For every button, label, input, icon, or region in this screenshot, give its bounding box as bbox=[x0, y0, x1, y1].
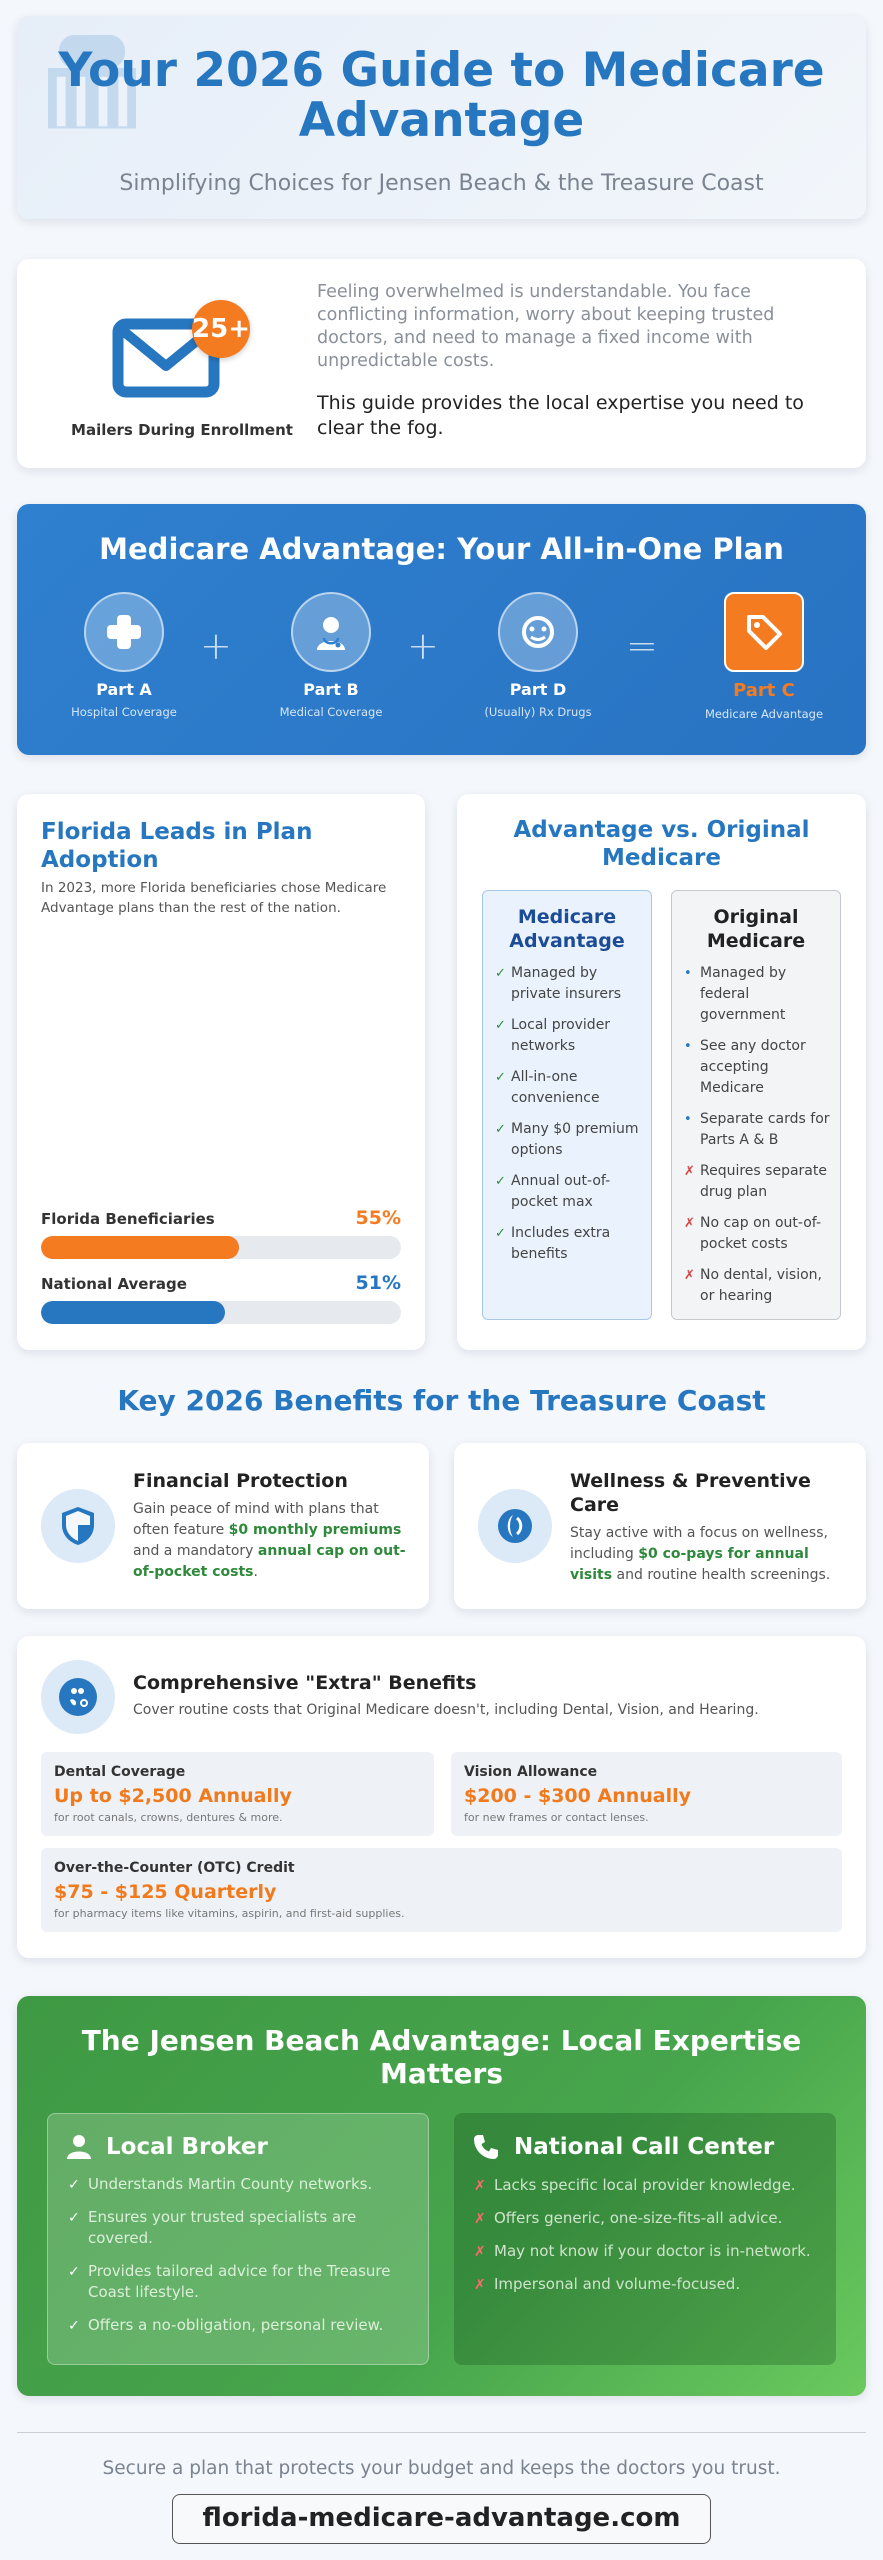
chart-bar-row bbox=[41, 1207, 401, 1259]
list-item bbox=[472, 2208, 818, 2229]
part-c bbox=[689, 592, 839, 721]
part-desc: (Usually) Rx Drugs bbox=[484, 705, 592, 719]
part-b bbox=[256, 592, 406, 719]
benefit-text: Stay active with a focus on wellness, including $0 co-pays for annual visits and routine health screenings. bbox=[570, 1525, 831, 1583]
column-heading: Medicare Advantage bbox=[509, 906, 625, 952]
box-note: for root canals, crowns, dentures & more. bbox=[54, 1811, 283, 1824]
box-label: Over-the-Counter (OTC) Credit bbox=[54, 1860, 295, 1876]
benefit-text: Gain peace of mind with plans that often feature $0 monthly premiums and a mandatory annual cap on out-of-pocket costs. bbox=[133, 1501, 406, 1580]
feature-item bbox=[493, 1015, 641, 1057]
check-icon: ✓ bbox=[68, 2318, 80, 2334]
card-title: Florida Leads in Plan Adoption bbox=[41, 819, 313, 873]
check-icon: ✓ bbox=[68, 2177, 80, 2193]
feature-item bbox=[493, 1223, 641, 1265]
medicare-advantage-column bbox=[482, 890, 652, 1320]
mailers-caption: Mailers During Enrollment bbox=[71, 421, 293, 439]
part-desc: Medicare Advantage bbox=[704, 707, 824, 721]
original-medicare-column bbox=[671, 890, 841, 1320]
person-icon bbox=[66, 2134, 92, 2160]
box-label: Vision Allowance bbox=[464, 1764, 598, 1780]
cross-icon: ✗ bbox=[474, 2244, 486, 2260]
check-icon: ✓ bbox=[495, 1018, 506, 1033]
cross-icon: ✗ bbox=[684, 1268, 695, 1283]
tag-icon bbox=[743, 611, 785, 653]
benefit-heading: Financial Protection bbox=[133, 1470, 348, 1492]
part-name: Part B bbox=[303, 680, 359, 699]
list-item-text: Offers generic, one-size-fits-all advice. bbox=[494, 2209, 783, 2227]
bar-track bbox=[41, 1236, 401, 1259]
local-expertise-panel bbox=[17, 1996, 866, 2396]
feature-item bbox=[493, 1171, 641, 1213]
plus-sign: + bbox=[407, 624, 439, 668]
check-icon: ✓ bbox=[495, 1174, 506, 1189]
list-item bbox=[66, 2174, 410, 2195]
cross-icon: ✗ bbox=[474, 2211, 486, 2227]
check-icon: ✓ bbox=[495, 1226, 506, 1241]
financial-protection-card bbox=[17, 1443, 429, 1609]
benefit-heading: Wellness & Preventive Care bbox=[570, 1470, 811, 1516]
section-title: Key 2026 Benefits for the Treasure Coast bbox=[117, 1384, 766, 1417]
bullet-icon: • bbox=[684, 1039, 692, 1054]
call-center-list bbox=[472, 2175, 818, 2295]
feature-list bbox=[493, 963, 641, 1265]
hospital-cross-icon bbox=[104, 612, 144, 652]
bar-fill bbox=[41, 1236, 239, 1259]
box-value: Up to $2,500 Annually bbox=[54, 1785, 292, 1807]
running-person-icon bbox=[495, 1506, 535, 1546]
comparison-card bbox=[457, 794, 866, 1350]
broker-list bbox=[66, 2174, 410, 2336]
list-item-text: Impersonal and volume-focused. bbox=[494, 2275, 741, 2293]
footer-text: Secure a plan that protects your budget and keeps the doctors you trust. bbox=[102, 2458, 781, 2479]
part-a bbox=[49, 592, 199, 719]
extras-heading: Comprehensive "Extra" Benefits bbox=[133, 1672, 477, 1694]
intro-paragraph: Feeling overwhelmed is understandable. You face conflicting information, worry about keeping trusted doctors, and need to manage a fixed income with unpredictable costs. bbox=[317, 282, 775, 371]
dental-vision-icon bbox=[57, 1676, 99, 1718]
feature-text: Includes extra benefits bbox=[511, 1225, 611, 1262]
check-icon: ✓ bbox=[68, 2264, 80, 2280]
feature-item bbox=[682, 1213, 830, 1255]
plus-sign: + bbox=[200, 624, 232, 668]
bar-label: National Average bbox=[41, 1275, 187, 1293]
chart-bar-row bbox=[41, 1272, 401, 1324]
part-name: Part A bbox=[96, 680, 152, 699]
feature-text: No dental, vision, or hearing bbox=[700, 1267, 822, 1304]
feature-list bbox=[682, 963, 830, 1307]
feature-item bbox=[682, 1161, 830, 1203]
card-description: In 2023, more Florida beneficiaries chose Medicare Advantage plans than the rest of the nation. bbox=[41, 880, 387, 916]
feature-item bbox=[493, 963, 641, 1005]
feature-item bbox=[493, 1119, 641, 1161]
list-item-text: Lacks specific local provider knowledge. bbox=[494, 2176, 796, 2194]
page-title: Your 2026 Guide to Medicare Advantage bbox=[58, 43, 825, 148]
list-item bbox=[66, 2315, 410, 2336]
hero-banner bbox=[17, 16, 866, 219]
florida-adoption-card bbox=[17, 794, 425, 1350]
feature-item bbox=[682, 1109, 830, 1151]
feature-text: Requires separate drug plan bbox=[700, 1163, 827, 1200]
section-title: The Jensen Beach Advantage: Local Expertise Matters bbox=[81, 2024, 802, 2090]
bar-label: Florida Beneficiaries bbox=[41, 1210, 215, 1228]
shield-icon bbox=[59, 1505, 97, 1547]
list-item-text: Offers a no-obligation, personal review. bbox=[88, 2316, 384, 2334]
bar-track bbox=[41, 1301, 401, 1324]
list-item bbox=[66, 2207, 410, 2249]
list-item-text: May not know if your doctor is in-network. bbox=[494, 2242, 811, 2260]
list-item bbox=[66, 2261, 410, 2303]
list-item-text: Provides tailored advice for the Treasure Coast lifestyle. bbox=[88, 2262, 391, 2301]
local-broker-panel bbox=[47, 2113, 429, 2365]
check-icon: ✓ bbox=[495, 1122, 506, 1137]
wellness-card bbox=[454, 1443, 866, 1609]
doctor-icon bbox=[311, 612, 351, 652]
check-icon: ✓ bbox=[495, 1070, 506, 1085]
feature-text: See any doctor accepting Medicare bbox=[700, 1038, 806, 1096]
list-item bbox=[472, 2241, 818, 2262]
extras-description: Cover routine costs that Original Medicare doesn't, including Dental, Vision, and Hearing. bbox=[133, 1702, 759, 1718]
part-d bbox=[463, 592, 613, 719]
column-heading: Original Medicare bbox=[706, 906, 806, 952]
vision-allowance-box bbox=[451, 1752, 842, 1836]
part-name: Part C bbox=[733, 680, 795, 701]
feature-item bbox=[682, 963, 830, 1026]
check-icon: ✓ bbox=[68, 2210, 80, 2226]
cross-icon: ✗ bbox=[684, 1164, 695, 1179]
feature-text: Annual out-of-pocket max bbox=[511, 1173, 611, 1210]
feature-text: No cap on out-of-pocket costs bbox=[700, 1215, 822, 1252]
otc-credit-box bbox=[41, 1848, 842, 1932]
equals-sign: = bbox=[626, 624, 658, 668]
bar-value-label: 51% bbox=[355, 1272, 401, 1294]
list-item bbox=[472, 2175, 818, 2196]
bullet-icon: • bbox=[684, 1112, 692, 1127]
bullet-icon: • bbox=[684, 966, 692, 981]
box-label: Dental Coverage bbox=[54, 1764, 186, 1780]
mailer-count-badge: 25+ bbox=[192, 300, 250, 358]
part-desc: Medical Coverage bbox=[279, 705, 383, 719]
list-item-text: Understands Martin County networks. bbox=[88, 2175, 373, 2193]
cross-icon: ✗ bbox=[474, 2178, 486, 2194]
extra-benefits-card bbox=[17, 1636, 866, 1958]
mailers-graphic bbox=[112, 284, 252, 404]
website-link[interactable]: florida-medicare-advantage.com bbox=[172, 2494, 711, 2544]
intro-paragraph-emphasis: This guide provides the local expertise you need to clear the fog. bbox=[317, 392, 804, 439]
call-center-panel bbox=[454, 2113, 836, 2365]
feature-item bbox=[493, 1067, 641, 1109]
check-icon: ✓ bbox=[495, 966, 506, 981]
bar-value-label: 55% bbox=[355, 1207, 401, 1229]
feature-text: Managed by private insurers bbox=[511, 965, 621, 1002]
box-value: $75 - $125 Quarterly bbox=[54, 1881, 277, 1903]
part-name: Part D bbox=[509, 680, 567, 699]
box-note: for new frames or contact lenses. bbox=[464, 1811, 649, 1824]
box-value: $200 - $300 Annually bbox=[464, 1785, 692, 1807]
pills-icon bbox=[518, 612, 558, 652]
feature-text: All-in-one convenience bbox=[511, 1069, 600, 1106]
all-in-one-plan-panel bbox=[17, 504, 866, 755]
feature-item bbox=[682, 1265, 830, 1307]
feature-item bbox=[682, 1036, 830, 1099]
list-item bbox=[472, 2274, 818, 2295]
intro-card bbox=[17, 259, 866, 468]
card-title: Advantage vs. Original Medicare bbox=[513, 817, 810, 871]
feature-text: Local provider networks bbox=[511, 1017, 611, 1054]
feature-text: Many $0 premium options bbox=[511, 1121, 639, 1158]
phone-icon bbox=[472, 2133, 500, 2161]
dental-coverage-box bbox=[41, 1752, 434, 1836]
feature-text: Managed by federal government bbox=[700, 965, 787, 1023]
section-title: Medicare Advantage: Your All-in-One Plan bbox=[99, 532, 784, 566]
part-desc: Hospital Coverage bbox=[71, 705, 177, 719]
cross-icon: ✗ bbox=[474, 2277, 486, 2293]
bar-fill bbox=[41, 1301, 225, 1324]
feature-text: Separate cards for Parts A & B bbox=[700, 1111, 830, 1148]
panel-heading: Local Broker bbox=[106, 2134, 268, 2160]
page-subtitle: Simplifying Choices for Jensen Beach & the Treasure Coast bbox=[119, 171, 764, 196]
box-note: for pharmacy items like vitamins, aspirin, and first-aid supplies. bbox=[54, 1907, 405, 1920]
cross-icon: ✗ bbox=[684, 1216, 695, 1231]
list-item-text: Ensures your trusted specialists are covered. bbox=[88, 2208, 357, 2247]
panel-heading: National Call Center bbox=[514, 2134, 775, 2160]
divider bbox=[17, 2432, 866, 2433]
